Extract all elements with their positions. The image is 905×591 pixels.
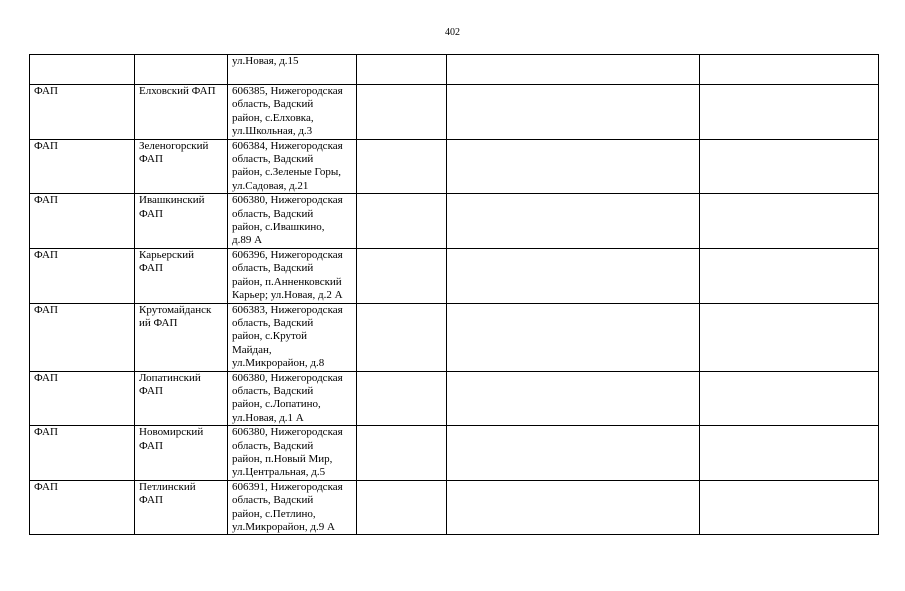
cell-empty: [357, 248, 447, 303]
cell-empty: [447, 194, 700, 249]
cell-empty: [357, 371, 447, 426]
cell-address: 606396, Нижегородская область, Вадский район, п.Анненковский Карьер; ул.Новая, д.2 А: [228, 248, 357, 303]
cell-empty: [700, 85, 879, 140]
cell-type: [30, 55, 135, 85]
cell-empty: [357, 194, 447, 249]
cell-name: Новомирский ФАП: [135, 426, 228, 481]
cell-empty: [447, 371, 700, 426]
cell-name: Елховский ФАП: [135, 85, 228, 140]
cell-name: Ивашкинский ФАП: [135, 194, 228, 249]
table-row: [30, 248, 879, 303]
cell-address: 606391, Нижегородская область, Вадский район, с.Петлино, ул.Микрорайон, д.9 А: [228, 480, 357, 535]
facilities-table: [29, 54, 879, 535]
cell-empty: [700, 55, 879, 85]
cell-name: Петлинский ФАП: [135, 480, 228, 535]
table-row: [30, 55, 879, 85]
cell-address: 606384, Нижегородская область, Вадский район, с.Зеленые Горы, ул.Садовая, д.21: [228, 139, 357, 194]
table-row: [30, 85, 879, 140]
cell-empty: [447, 55, 700, 85]
cell-address: 606385, Нижегородская область, Вадский район, с.Елховка, ул.Школьная, д.3: [228, 85, 357, 140]
table-row: [30, 194, 879, 249]
cell-type: ФАП: [30, 85, 135, 140]
cell-type: ФАП: [30, 426, 135, 481]
cell-name: Крутомайданск ий ФАП: [135, 303, 228, 371]
cell-type: ФАП: [30, 139, 135, 194]
cell-empty: [700, 426, 879, 481]
cell-empty: [357, 480, 447, 535]
cell-address: ул.Новая, д.15: [228, 55, 357, 85]
cell-type: ФАП: [30, 480, 135, 535]
cell-empty: [447, 139, 700, 194]
table-row: [30, 480, 879, 535]
cell-empty: [447, 426, 700, 481]
cell-empty: [700, 371, 879, 426]
cell-type: ФАП: [30, 371, 135, 426]
cell-empty: [447, 85, 700, 140]
cell-type: ФАП: [30, 303, 135, 371]
cell-empty: [447, 248, 700, 303]
cell-type: ФАП: [30, 248, 135, 303]
cell-empty: [700, 248, 879, 303]
table-row: [30, 303, 879, 371]
cell-empty: [700, 303, 879, 371]
cell-empty: [700, 139, 879, 194]
table-row: [30, 139, 879, 194]
cell-empty: [447, 480, 700, 535]
cell-name: Лопатинский ФАП: [135, 371, 228, 426]
page-number: 402: [445, 27, 460, 38]
cell-address: 606380, Нижегородская область, Вадский район, с.Лопатино, ул.Новая, д.1 А: [228, 371, 357, 426]
cell-empty: [700, 480, 879, 535]
cell-empty: [357, 426, 447, 481]
cell-empty: [357, 139, 447, 194]
cell-name: [135, 55, 228, 85]
cell-empty: [357, 303, 447, 371]
cell-address: 606383, Нижегородская область, Вадский район, с.Крутой Майдан, ул.Микрорайон, д.8: [228, 303, 357, 371]
cell-name: Карьерский ФАП: [135, 248, 228, 303]
cell-address: 606380, Нижегородская область, Вадский район, с.Ивашкино, д.89 А: [228, 194, 357, 249]
cell-empty: [357, 85, 447, 140]
cell-type: ФАП: [30, 194, 135, 249]
cell-empty: [447, 303, 700, 371]
table-row: [30, 371, 879, 426]
cell-address: 606380, Нижегородская область, Вадский район, п.Новый Мир, ул.Центральная, д.5: [228, 426, 357, 481]
cell-empty: [357, 55, 447, 85]
table-row: [30, 426, 879, 481]
cell-empty: [700, 194, 879, 249]
cell-name: Зеленогорский ФАП: [135, 139, 228, 194]
